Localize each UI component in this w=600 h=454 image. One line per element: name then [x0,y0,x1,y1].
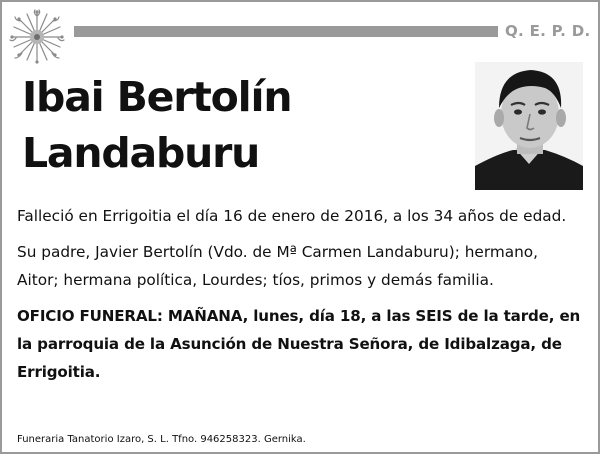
deceased-first-name: Ibai Bertolín [22,73,292,121]
deceased-surname: Landaburu [22,129,260,177]
family-text: Su padre, Javier Bertolín (Vdo. de Mª Carmen Landaburu); hermano, Aitor; hermana política, Lourdes; tíos, primos y demás familia. [17,243,539,289]
header-divider-bar [74,26,498,37]
death-notice-text: Falleció en Errigoitia el día 16 de enero de 2016, a los 34 años de edad. [17,207,567,225]
rip-label: Q. E. P. D. [505,22,591,40]
obituary-body [17,202,583,394]
funeral-service-text: OFICIO FUNERAL: MAÑANA, lunes, día 18, a las SEIS de la tarde, en la parroquia de la Asunción de Nuestra Señora, de Idibalzaga, de Errigoitia. [17,307,581,381]
deceased-name [22,69,442,181]
funeral-home-footer: Funeraria Tanatorio Izaro, S. L. Tfno. 946258323. Gernika. [17,434,306,445]
flower-emblem-icon [8,8,66,66]
portrait-photo [475,62,583,190]
